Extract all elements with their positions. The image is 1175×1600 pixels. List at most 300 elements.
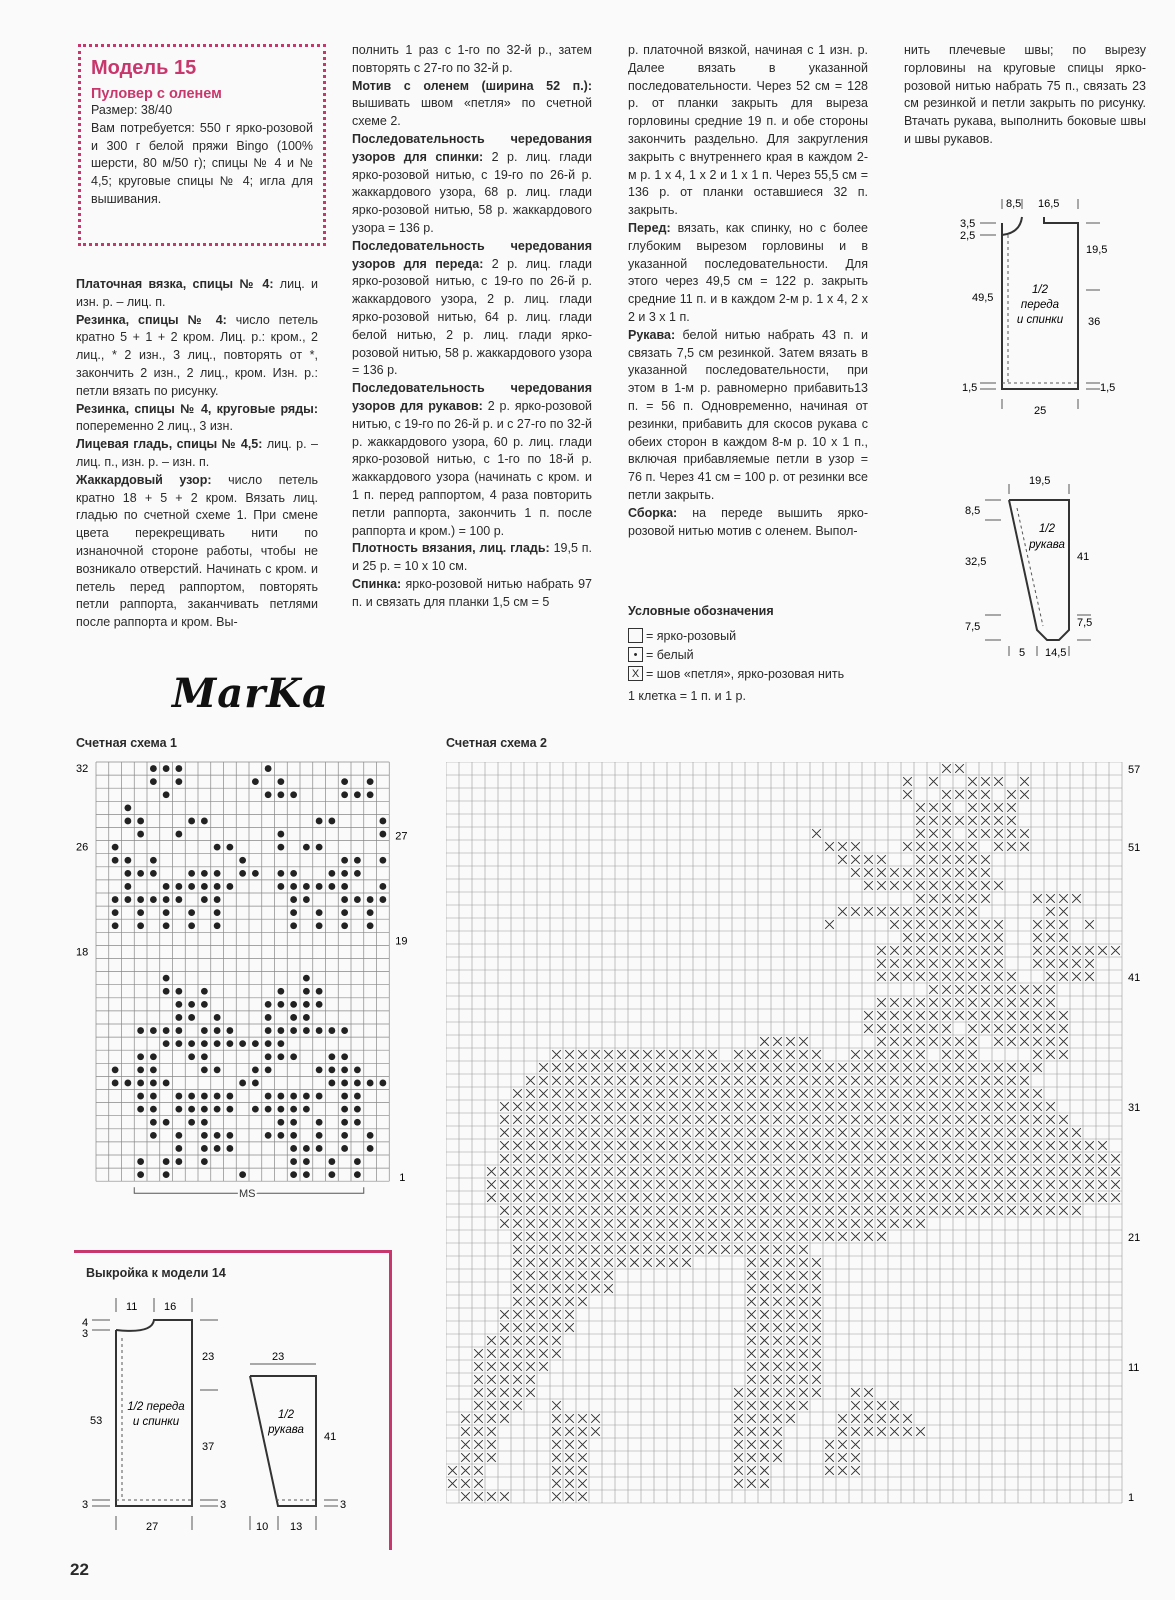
legend-item-stitch: X = шов «петля», ярко-розовая нить <box>628 664 888 683</box>
chart2-cross <box>1046 1128 1055 1137</box>
chart1-dot <box>252 1066 259 1073</box>
chart2-cross <box>630 1141 639 1150</box>
chart2-cross <box>1007 1115 1016 1124</box>
chart2-cross <box>981 1167 990 1176</box>
chart2-cross <box>708 1076 717 1085</box>
chart2-cross <box>799 1141 808 1150</box>
chart2-cross <box>890 881 899 890</box>
chart2-cross <box>955 816 964 825</box>
chart2-cross <box>669 1089 678 1098</box>
chart2-cross <box>994 1063 1003 1072</box>
chart2-cross <box>877 907 886 916</box>
chart1-dot <box>265 1001 272 1008</box>
paragraph <box>352 540 592 576</box>
chart2-cross <box>955 907 964 916</box>
chart2-cross <box>903 1193 912 1202</box>
chart2-cross <box>747 1479 756 1488</box>
chart1-dot <box>163 1040 170 1047</box>
chart1-dot <box>303 1158 310 1165</box>
chart2-cross <box>487 1388 496 1397</box>
chart2-cross <box>591 1284 600 1293</box>
chart2-cross <box>760 1128 769 1137</box>
chart1-dot <box>341 1106 348 1113</box>
chart1-dot <box>354 1066 361 1073</box>
chart2-cross <box>877 1414 886 1423</box>
chart2-cross <box>942 1180 951 1189</box>
chart2-cross <box>747 1375 756 1384</box>
paragraph-heading: Последовательность чередования узоров для рукавов: <box>352 381 592 413</box>
chart2-cross <box>851 1414 860 1423</box>
chart2-cross <box>812 1128 821 1137</box>
chart2-cross <box>617 1076 626 1085</box>
chart2-cross <box>747 1362 756 1371</box>
chart1-dot <box>290 791 297 798</box>
chart1-dot <box>201 1001 208 1008</box>
chart2-cross <box>747 1193 756 1202</box>
chart1-dot <box>150 1066 157 1073</box>
chart2-cross <box>1033 1180 1042 1189</box>
chart1-dot <box>175 1001 182 1008</box>
chart1-dot <box>124 804 131 811</box>
chart2-cross <box>994 1115 1003 1124</box>
chart2-cross <box>994 881 1003 890</box>
chart2-cross <box>552 1453 561 1462</box>
chart1-dot <box>354 1080 361 1087</box>
chart1-dot <box>303 1027 310 1034</box>
p15-label3: и спинки <box>1016 314 1064 326</box>
m14-bottom-right: 3 <box>220 1499 227 1511</box>
chart2-cross <box>591 1206 600 1215</box>
chart2-cross <box>929 816 938 825</box>
chart2-cross <box>773 1388 782 1397</box>
chart2-cross <box>799 1401 808 1410</box>
chart2-cross <box>1046 985 1055 994</box>
chart2-cross <box>1007 842 1016 851</box>
chart2-cross <box>760 1167 769 1176</box>
chart2-cross <box>968 1089 977 1098</box>
chart2-cross <box>838 1232 847 1241</box>
chart2-cross <box>916 1128 925 1137</box>
chart2-cross <box>760 1297 769 1306</box>
chart2-cross <box>929 946 938 955</box>
paragraph <box>76 276 318 312</box>
chart2-cross <box>1033 1024 1042 1033</box>
chart2-cross <box>955 764 964 773</box>
chart2-cross <box>942 907 951 916</box>
m14-sleeve-right: 41 <box>324 1431 337 1443</box>
chart2-cross <box>734 1076 743 1085</box>
chart2-cross <box>734 1050 743 1059</box>
chart2-cross <box>877 998 886 1007</box>
chart1-dot <box>367 1080 374 1087</box>
chart2-cross <box>604 1089 613 1098</box>
chart2-cross <box>994 1206 1003 1215</box>
chart2-cross <box>838 1453 847 1462</box>
chart2-cross <box>890 959 899 968</box>
chart2-cross <box>747 1388 756 1397</box>
chart2-cross <box>786 1232 795 1241</box>
chart2-cross <box>760 1089 769 1098</box>
chart1-dot <box>328 1080 335 1087</box>
chart1-dot <box>124 1080 131 1087</box>
chart1-dot <box>290 896 297 903</box>
chart2-cross <box>1020 829 1029 838</box>
chart2-cross <box>448 1479 457 1488</box>
chart2-cross <box>825 1453 834 1462</box>
chart2-cross <box>643 1141 652 1150</box>
chart2-cross <box>760 1466 769 1475</box>
chart2-cross <box>656 1089 665 1098</box>
chart2-cross <box>903 1206 912 1215</box>
chart1-dot <box>316 1132 323 1139</box>
chart2-cross <box>942 881 951 890</box>
chart1-dot <box>201 1106 208 1113</box>
chart2-cross <box>539 1297 548 1306</box>
chart2-cross <box>747 1453 756 1462</box>
chart2-cross <box>1033 959 1042 968</box>
chart2-cross <box>656 1115 665 1124</box>
chart2-cross <box>1033 1128 1042 1137</box>
chart2-cross <box>812 1349 821 1358</box>
m14-shoulder: 11 <box>126 1301 138 1313</box>
chart1-dot <box>175 1158 182 1165</box>
chart2-cross <box>1007 803 1016 812</box>
chart1-dot <box>214 844 221 851</box>
chart2-cross <box>851 1050 860 1059</box>
chart2-cross <box>474 1492 483 1501</box>
chart2-cross <box>851 1102 860 1111</box>
chart1-dot <box>214 1106 221 1113</box>
chart2-cross <box>656 1102 665 1111</box>
chart1-dot <box>137 1171 144 1178</box>
chart1-dot <box>163 896 170 903</box>
m14-left-top2: 3 <box>82 1328 89 1340</box>
chart2-cross <box>1046 1050 1055 1059</box>
chart2-cross <box>851 907 860 916</box>
chart2-cross <box>812 1076 821 1085</box>
chart2-cross <box>526 1284 535 1293</box>
chart2-cross <box>799 1362 808 1371</box>
chart2-cross <box>1033 1037 1042 1046</box>
chart2-cross <box>890 1414 899 1423</box>
chart2-cross <box>773 1115 782 1124</box>
chart1-dot <box>303 1001 310 1008</box>
chart2-cross <box>734 1219 743 1228</box>
chart2-cross <box>929 959 938 968</box>
chart2-cross <box>526 1375 535 1384</box>
chart2-cross <box>1033 1154 1042 1163</box>
chart2-cross <box>1059 959 1068 968</box>
chart2-cross <box>994 1037 1003 1046</box>
chart2-cross <box>1020 1206 1029 1215</box>
chart2-cross <box>968 1167 977 1176</box>
chart2-cross <box>968 790 977 799</box>
chart2-cross <box>1007 1193 1016 1202</box>
chart2-cross <box>747 1063 756 1072</box>
chart2-cross <box>1072 1167 1081 1176</box>
chart2-cross <box>903 1141 912 1150</box>
chart2-cross <box>786 1206 795 1215</box>
chart2-cross <box>1059 1011 1068 1020</box>
chart1-dot <box>137 870 144 877</box>
chart2-cross <box>981 1180 990 1189</box>
chart2-cross <box>539 1245 548 1254</box>
chart2-cross <box>851 1154 860 1163</box>
chart2-cross <box>1046 1115 1055 1124</box>
chart2-cross <box>1007 816 1016 825</box>
chart1-dot <box>316 1001 323 1008</box>
chart2-cross <box>903 1037 912 1046</box>
chart2-cross <box>578 1167 587 1176</box>
chart1-dot <box>226 1106 233 1113</box>
chart2-cross <box>786 1245 795 1254</box>
chart2-cross <box>591 1115 600 1124</box>
chart2-cross <box>1033 1050 1042 1059</box>
chart2-cross <box>669 1193 678 1202</box>
chart2-cross <box>552 1492 561 1501</box>
chart2-cross <box>838 1115 847 1124</box>
paragraph <box>628 220 868 327</box>
chart2-cross <box>968 1063 977 1072</box>
chart2-cross <box>617 1102 626 1111</box>
chart2-cross <box>721 1232 730 1241</box>
chart2-cross <box>578 1453 587 1462</box>
chart2-cross <box>591 1050 600 1059</box>
chart2-cross <box>955 1115 964 1124</box>
chart2-cross <box>474 1401 483 1410</box>
chart2-cross <box>669 1180 678 1189</box>
chart2-cross <box>747 1336 756 1345</box>
paragraph-text: белой нитью набрать 43 п. и связать 7,5 см резинкой. Затем вязать в указанной последовательности, при этом в 1-м р. равномерно прибавить13 п. = 56 п. Одновременно, начиная от резинки, прибавить для скосов рукава с обеих сторон в каждом 8-м р. 10 х 1 п., включая прибавляемые петли в узор = 76 п. Через 41 см = 100 р. от резинки все петли закрыть. <box>628 327 868 502</box>
chart2-cross <box>487 1375 496 1384</box>
chart2-cross <box>942 1193 951 1202</box>
chart2-cross <box>526 1167 535 1176</box>
chart1-dot <box>290 1053 297 1060</box>
chart2-cross <box>877 1154 886 1163</box>
chart2-cross <box>552 1206 561 1215</box>
chart2-cross <box>786 1128 795 1137</box>
chart2-cross <box>1085 1167 1094 1176</box>
chart2-cross <box>851 1128 860 1137</box>
chart1-dot <box>175 1132 182 1139</box>
chart2-cross <box>799 1089 808 1098</box>
chart2-cross <box>929 1154 938 1163</box>
chart2-cross <box>942 816 951 825</box>
page-number: 22 <box>70 1560 89 1579</box>
paragraph-text: полнить 1 раз с 1-го по 32-й р., затем повторять с 27-го по 32-й р. <box>352 43 592 75</box>
chart2-cross <box>851 1193 860 1202</box>
chart2-cross <box>903 920 912 929</box>
chart2-cross <box>981 829 990 838</box>
chart2-cross <box>1020 1063 1029 1072</box>
chart2-cross <box>786 1141 795 1150</box>
chart2-cross <box>799 1167 808 1176</box>
chart1-dot <box>303 1106 310 1113</box>
chart2-cross <box>825 1141 834 1150</box>
chart2-cross <box>1020 842 1029 851</box>
chart1-dot <box>341 1066 348 1073</box>
chart2-cross <box>916 907 925 916</box>
chart2-cross <box>916 972 925 981</box>
chart2-cross <box>890 946 899 955</box>
chart2-cross <box>630 1102 639 1111</box>
chart2-cross <box>474 1479 483 1488</box>
chart2-cross <box>1007 1089 1016 1098</box>
chart2-cross <box>747 1245 756 1254</box>
paragraph-heading: Жаккардовый узор: <box>76 472 212 487</box>
chart1-dot <box>188 1001 195 1008</box>
chart2-cross <box>643 1050 652 1059</box>
chart2-cross <box>539 1271 548 1280</box>
chart2-cross <box>1033 998 1042 1007</box>
chart2-cross <box>1059 1167 1068 1176</box>
chart2-cross <box>539 1141 548 1150</box>
m14-label2: и спинки <box>132 1416 180 1428</box>
s15-left-top: 8,5 <box>965 505 981 517</box>
paragraph-heading: Платочная вязка, спицы № 4: <box>76 277 274 291</box>
chart2-cross <box>578 1414 587 1423</box>
chart2-cross <box>630 1115 639 1124</box>
chart2-cross <box>734 1115 743 1124</box>
chart2-cross <box>656 1206 665 1215</box>
chart2-cross <box>604 1193 613 1202</box>
chart2-cross <box>877 1167 886 1176</box>
chart1-dot <box>265 1040 272 1047</box>
chart1-dot <box>163 765 170 772</box>
chart2-cross <box>695 1141 704 1150</box>
chart2-cross <box>942 1024 951 1033</box>
paragraph-heading: Резинка, спицы № 4: <box>76 312 227 327</box>
chart2-cross <box>955 855 964 864</box>
chart2-cross <box>474 1466 483 1475</box>
chart2-cross <box>955 842 964 851</box>
chart2-cross <box>773 1050 782 1059</box>
chart2-cross <box>747 1271 756 1280</box>
chart2-cross <box>487 1453 496 1462</box>
chart2-cross <box>916 933 925 942</box>
chart1-dot <box>175 1027 182 1034</box>
chart2-cross <box>877 1232 886 1241</box>
chart1-dot <box>277 1027 284 1034</box>
chart2-cross <box>721 1063 730 1072</box>
chart2-cross <box>903 1154 912 1163</box>
chart1-dot <box>112 922 119 929</box>
chart1-dot <box>290 1119 297 1126</box>
chart2-cross <box>1033 1089 1042 1098</box>
chart2-cross <box>1007 1154 1016 1163</box>
chart2-cross <box>890 1141 899 1150</box>
paragraph-heading: Спинка: <box>352 576 402 591</box>
chart1-dot <box>354 1106 361 1113</box>
chart2-cross <box>578 1063 587 1072</box>
chart2-cross <box>474 1388 483 1397</box>
chart2-cross <box>981 1141 990 1150</box>
chart2-cross <box>487 1193 496 1202</box>
chart2-cross <box>552 1479 561 1488</box>
chart2-cross <box>1020 985 1029 994</box>
chart2-cross <box>955 998 964 1007</box>
chart1-dot <box>354 857 361 864</box>
chart2-cross <box>812 1271 821 1280</box>
chart2-cross <box>643 1167 652 1176</box>
chart2-cross <box>1046 972 1055 981</box>
chart2-label-57: 57 <box>1128 764 1141 776</box>
model14-sleeve <box>240 1340 380 1540</box>
chart2-cross <box>565 1232 574 1241</box>
chart2-cross <box>838 1128 847 1137</box>
chart2-cross <box>890 1427 899 1436</box>
chart2-cross <box>994 946 1003 955</box>
chart2-cross <box>591 1219 600 1228</box>
chart2-cross <box>760 1349 769 1358</box>
chart2-cross <box>994 998 1003 1007</box>
chart2-cross <box>643 1193 652 1202</box>
chart2-cross <box>682 1167 691 1176</box>
chart2-cross <box>981 894 990 903</box>
chart2-cross <box>1072 1180 1081 1189</box>
chart2-cross <box>942 868 951 877</box>
chart2-cross <box>968 1193 977 1202</box>
chart2-cross <box>838 1076 847 1085</box>
chart2-cross <box>526 1245 535 1254</box>
chart2-cross <box>513 1245 522 1254</box>
chart2-cross <box>1020 1180 1029 1189</box>
chart2-cross <box>578 1089 587 1098</box>
chart2-cross <box>630 1219 639 1228</box>
chart2-cross <box>942 972 951 981</box>
chart2-cross <box>552 1219 561 1228</box>
chart2-cross <box>799 1076 808 1085</box>
chart2-cross <box>630 1180 639 1189</box>
chart2-cross <box>682 1232 691 1241</box>
chart2-cross <box>825 1219 834 1228</box>
chart1-dot <box>265 1066 272 1073</box>
chart2-cross <box>630 1089 639 1098</box>
chart1-dot <box>214 870 221 877</box>
paragraph <box>628 42 868 220</box>
chart2-cross <box>812 1375 821 1384</box>
chart2-cross <box>1085 946 1094 955</box>
chart2-cross <box>487 1440 496 1449</box>
chart2-cross <box>539 1232 548 1241</box>
chart2-cross <box>682 1206 691 1215</box>
empty-square-icon <box>628 628 643 643</box>
chart2-cross <box>565 1245 574 1254</box>
m14-height: 53 <box>90 1415 103 1427</box>
paragraph-text: 2 р. ярко-розовой нитью, с 19-го по 26-й р. и с 27-го по 32-й р. жаккардового узора, 60 р. лиц. глади ярко-розовой нитью, с 1-го по 18-й р. жаккардового узора (начинать с кром. и 1 п. перед раппортом, 4 раза повторить петли раппорта, закончить 1 п. после раппорта и кром.) = 100 р. <box>352 398 592 538</box>
chart2-cross <box>500 1180 509 1189</box>
chart2-cross <box>955 1167 964 1176</box>
chart1-dot <box>226 844 233 851</box>
chart1-dot <box>175 765 182 772</box>
chart2-cross <box>565 1310 574 1319</box>
chart2-cross <box>929 998 938 1007</box>
chart2-cross <box>591 1271 600 1280</box>
m14-neck: 16 <box>164 1301 177 1313</box>
chart2-cross <box>500 1219 509 1228</box>
chart2-cross <box>1033 894 1042 903</box>
chart1-dot <box>277 1040 284 1047</box>
chart2-cross <box>773 1089 782 1098</box>
chart2-cross <box>565 1154 574 1163</box>
chart2-cross <box>682 1115 691 1124</box>
chart2-cross <box>968 985 977 994</box>
chart2-cross <box>890 920 899 929</box>
chart2-cross <box>1085 972 1094 981</box>
chart1-dot <box>214 1040 221 1047</box>
chart2-cross <box>513 1154 522 1163</box>
chart2-label-41: 41 <box>1128 972 1141 984</box>
